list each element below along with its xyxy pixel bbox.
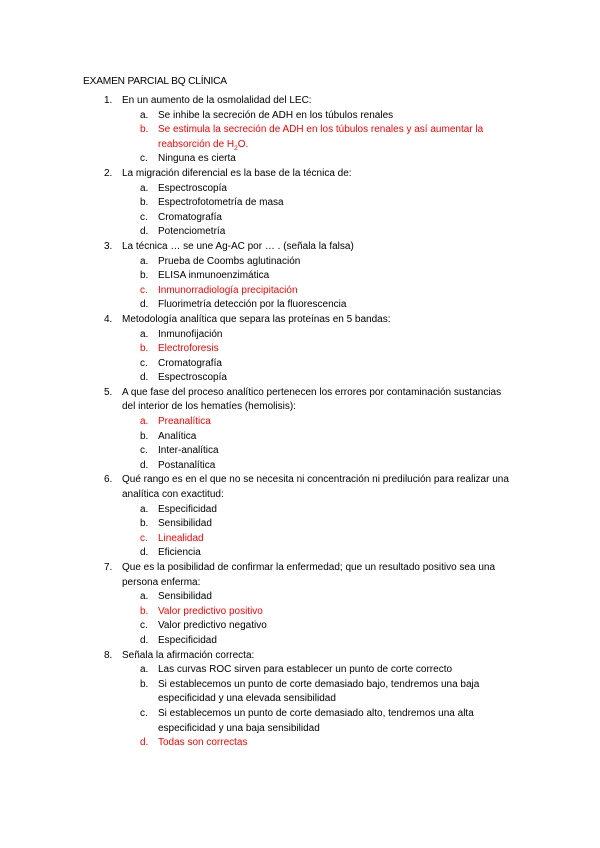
option-list — [122, 182, 512, 240]
option-letter: b. — [140, 518, 149, 530]
option-letter: a. — [140, 255, 149, 267]
option-d — [122, 225, 488, 240]
option-text: ELISA inmunoenzimática — [158, 270, 270, 282]
option-letter: d. — [140, 459, 149, 471]
option-list — [122, 503, 512, 561]
option-text: Preanalítica — [158, 416, 211, 428]
option-b — [122, 517, 488, 532]
option-letter: a. — [140, 328, 149, 340]
question-number: 2. — [104, 167, 113, 179]
option-a — [122, 663, 488, 678]
option-text: Se estimula la secreción de ADH en los túbulos renales y así aumentar la reabsorción de H — [158, 124, 484, 150]
option-d-correct — [122, 736, 488, 751]
option-text: Inter-analítica — [158, 445, 219, 457]
question-3 — [0, 240, 512, 313]
option-list — [122, 328, 512, 386]
question-number: 7. — [104, 562, 113, 573]
question-6 — [0, 473, 512, 561]
question-text: La migración diferencial es la base de la técnica de: — [122, 167, 352, 179]
option-c-correct — [122, 284, 488, 299]
question-number: 4. — [104, 313, 113, 325]
option-c — [122, 444, 488, 459]
option-text: Analítica — [158, 430, 197, 442]
option-letter: c. — [140, 357, 148, 369]
option-text: Linealidad — [158, 532, 204, 544]
option-c — [122, 152, 488, 167]
option-letter: c. — [140, 211, 148, 223]
option-text: Si establecemos un punto de corte demasiado alto, tendremos una alta especificidad y una baja sensibilidad — [158, 707, 474, 734]
option-b — [122, 196, 488, 211]
option-letter: a. — [140, 416, 149, 428]
option-letter: d. — [140, 634, 149, 646]
option-letter: a. — [140, 591, 149, 603]
option-letter: b. — [140, 124, 149, 136]
question-text: A que fase del proceso analítico pertenecen los errores por contaminación sustancias del interior de los hematíes (hemolisis): — [122, 386, 502, 413]
option-letter: d. — [140, 372, 149, 384]
option-d — [122, 459, 488, 474]
option-letter: d. — [140, 299, 149, 311]
option-letter: c. — [140, 532, 148, 544]
question-5 — [0, 386, 512, 474]
option-letter: b. — [140, 430, 149, 442]
option-c — [122, 211, 488, 226]
option-text: Si establecemos un punto de corte demasiado bajo, tendremos una baja especificidad y una elevada sensibilidad — [158, 678, 480, 705]
option-list — [122, 663, 512, 751]
option-letter: b. — [140, 343, 149, 355]
option-text: Eficiencia — [158, 547, 201, 559]
option-d — [122, 546, 488, 561]
option-letter: d. — [140, 737, 149, 749]
option-b-correct — [122, 123, 488, 152]
option-c — [122, 357, 488, 372]
option-a — [122, 328, 488, 343]
option-list — [122, 415, 512, 473]
option-list — [122, 590, 512, 648]
option-d — [122, 298, 488, 313]
option-letter: d. — [140, 547, 149, 559]
option-text: Sensibilidad — [158, 518, 212, 530]
question-4 — [0, 313, 512, 386]
option-text: Espectroscopía — [158, 372, 227, 384]
option-letter: b. — [140, 678, 149, 690]
option-b — [122, 269, 488, 284]
option-b-correct — [122, 342, 488, 357]
question-number: 8. — [104, 649, 113, 661]
option-list — [122, 255, 512, 313]
question-text: Qué rango es en el que no se necesita ni concentración ni predilución para realizar una analítica con exactitud: — [122, 474, 509, 501]
option-text: Cromatografía — [158, 357, 222, 369]
option-text: Cromatografía — [158, 211, 222, 223]
question-8 — [0, 649, 512, 751]
option-text: Inmunofijación — [158, 328, 223, 340]
option-letter: b. — [140, 605, 149, 617]
option-b — [122, 430, 488, 445]
option-text: Valor predictivo negativo — [158, 620, 267, 632]
question-text: Que es la posibilidad de confirmar la enfermedad; que un resultado positivo sea una persona enferma: — [122, 562, 496, 588]
option-d — [122, 634, 488, 649]
question-text: En un aumento de la osmolalidad del LEC: — [122, 95, 312, 106]
option-text: Postanalítica — [158, 459, 216, 471]
option-text: Ninguna es cierta — [158, 153, 236, 165]
option-list — [122, 109, 512, 167]
option-a-correct — [122, 415, 488, 430]
option-subscript: 2 — [234, 144, 238, 152]
question-number: 5. — [104, 386, 113, 398]
option-text: Fluorimetría detección por la fluorescencia — [158, 299, 347, 311]
question-text: Señala la afirmación correcta: — [122, 649, 255, 661]
option-text-suffix: O. — [237, 138, 249, 150]
question-list — [0, 94, 600, 751]
option-d — [122, 371, 488, 386]
option-letter: a. — [140, 182, 149, 194]
option-text: Sensibilidad — [158, 591, 212, 603]
question-number: 1. — [104, 95, 113, 106]
option-text: Prueba de Coombs aglutinación — [158, 255, 301, 267]
option-letter: b. — [140, 197, 149, 209]
question-text: Metodología analítica que separa las proteínas en 5 bandas: — [122, 313, 391, 325]
option-letter: c. — [140, 707, 148, 719]
option-b-correct — [122, 605, 488, 620]
option-text: Potenciometría — [158, 226, 226, 238]
option-text: Se inhibe la secreción de ADH en los túbulos renales — [158, 109, 394, 121]
option-letter: c. — [140, 284, 148, 296]
question-number: 6. — [104, 474, 113, 486]
option-letter: c. — [140, 620, 148, 632]
option-b — [122, 678, 488, 707]
option-letter: a. — [140, 503, 149, 515]
option-text: Todas son correctas — [158, 737, 248, 749]
option-letter: a. — [140, 664, 149, 676]
option-text: Inmunorradiología precipitación — [158, 284, 298, 296]
question-number: 3. — [104, 240, 113, 252]
option-letter: c. — [140, 445, 148, 457]
option-letter: c. — [140, 153, 148, 165]
option-a — [122, 503, 488, 518]
option-a — [122, 182, 488, 197]
option-c — [122, 619, 488, 634]
option-text: Espectroscopía — [158, 182, 227, 194]
option-text: Especificidad — [158, 503, 217, 515]
option-c-correct — [122, 532, 488, 547]
option-letter: a. — [140, 109, 149, 121]
option-text: Espectrofotometría de masa — [158, 197, 284, 209]
option-text: Las curvas ROC sirven para establecer un punto de corte correcto — [158, 664, 453, 676]
question-text: La técnica … se une Ag-AC por … . (señala la falsa) — [122, 240, 354, 252]
question-7 — [0, 561, 512, 649]
question-2 — [0, 167, 512, 240]
option-text: Valor predictivo positivo — [158, 605, 263, 617]
option-letter: d. — [140, 226, 149, 238]
option-letter: b. — [140, 270, 149, 282]
option-a — [122, 109, 488, 124]
option-a — [122, 590, 488, 605]
option-c — [122, 707, 488, 736]
question-1 — [0, 94, 512, 167]
option-a — [122, 255, 488, 270]
option-text: Electroforesis — [158, 343, 219, 355]
document-title: EXAMEN PARCIAL BQ CLÍNICA — [83, 76, 227, 87]
option-text: Especificidad — [158, 634, 217, 646]
